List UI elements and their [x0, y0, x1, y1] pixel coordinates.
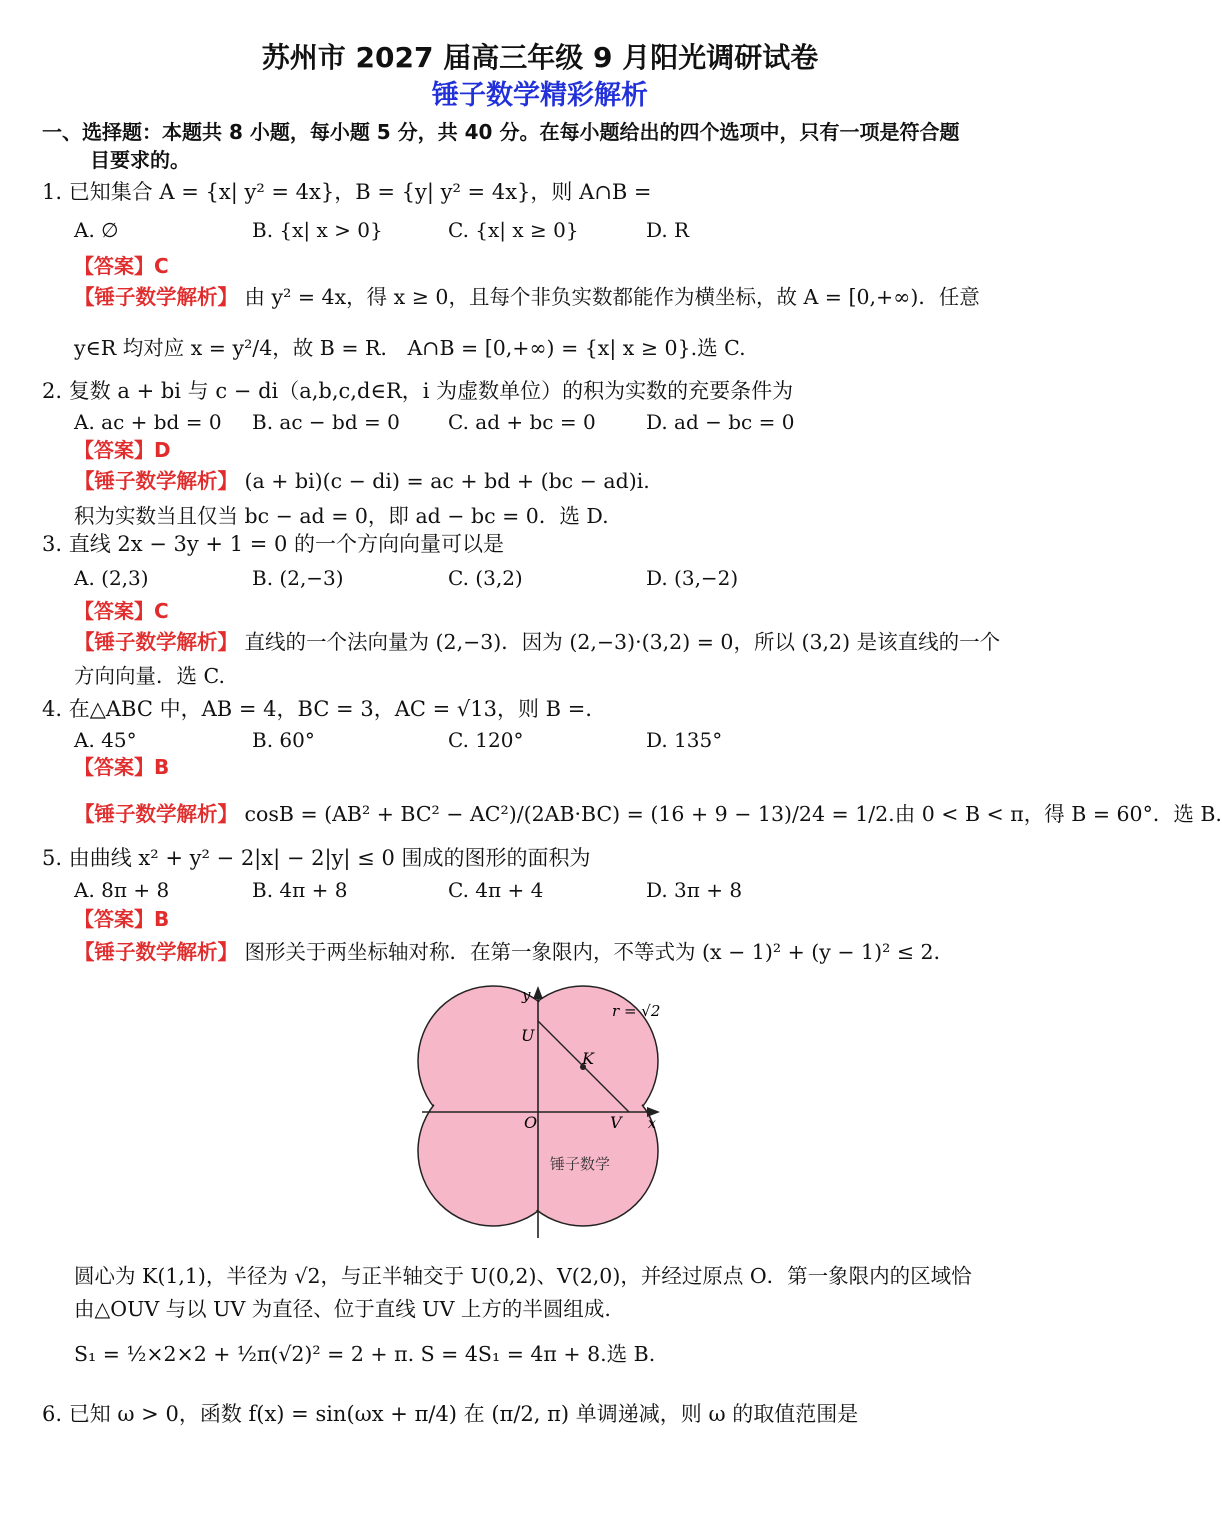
four-circle-figure: [410, 982, 680, 1242]
q4-option-c: C. 120°: [448, 728, 524, 752]
q4-option-a: A. 45°: [74, 728, 137, 752]
q5-option-c: C. 4π + 4: [448, 878, 544, 902]
q4-option-b: B. 60°: [252, 728, 315, 752]
q1-option-b: B. {x| x > 0}: [252, 218, 383, 242]
q5-solution-line-2: 圆心为 K(1,1)，半径为 √2，与正半轴交于 U(0,2)、V(2,0)，并经过原点 O．第一象限内的区域恰: [74, 1264, 972, 1288]
q1-option-c: C. {x| x ≥ 0}: [448, 218, 579, 242]
q3-answer: 【答案】C: [74, 599, 169, 623]
q1-solution-line-1: 【锤子数学解析】 由 y² = 4x，得 x ≥ 0，且每个非负实数都能作为横坐标，故 A = [0,+∞)．任意: [74, 285, 980, 309]
q2-solution-line-1: 【锤子数学解析】 (a + bi)(c − di) = ac + bd + (bc − ad)i.: [74, 469, 650, 493]
label-r: r = √2: [612, 1002, 661, 1020]
q4-option-d: D. 135°: [646, 728, 723, 752]
q2-option-a: A. ac + bd = 0: [74, 410, 222, 434]
label-o: O: [524, 1113, 538, 1132]
q3-option-b: B. (2,−3): [252, 566, 344, 590]
q5-solution-line-3: 由△OUV 与以 UV 为直径、位于直线 UV 上方的半圆组成.: [74, 1297, 611, 1321]
section-heading-cont: 目要求的。: [90, 148, 190, 172]
q4-solution-line-1: 【锤子数学解析】 cosB = (AB² + BC² − AC²)/(2AB·BC) = (16 + 9 − 13)/24 = 1/2.由 0 < B < π，得 B = 60°．选 B.: [74, 802, 1222, 826]
question-6-stem: 6. 已知 ω > 0，函数 f(x) = sin(ωx + π/4) 在 (π/2, π) 单调递减，则 ω 的取值范围是: [42, 1402, 859, 1426]
label-k: K: [582, 1049, 594, 1068]
solution-tag: 【锤子数学解析】: [74, 802, 238, 826]
label-y: y: [522, 986, 531, 1004]
q2-solution-line-2: 积为实数当且仅当 bc − ad = 0，即 ad − bc = 0．选 D.: [74, 504, 609, 528]
q2-option-b: B. ac − bd = 0: [252, 410, 400, 434]
q2-answer: 【答案】D: [74, 438, 171, 462]
q5-option-b: B. 4π + 8: [252, 878, 348, 902]
label-x: x: [648, 1116, 656, 1132]
q3-solution-line-1: 【锤子数学解析】 直线的一个法向量为 (2,−3)．因为 (2,−3)·(3,2) = 0，所以 (3,2) 是该直线的一个: [74, 630, 1001, 654]
figure-watermark: 锤子数学: [550, 1155, 611, 1173]
q4-answer: 【答案】B: [74, 755, 170, 779]
q2-option-c: C. ad + bc = 0: [448, 410, 596, 434]
q2-option-d: D. ad − bc = 0: [646, 410, 795, 434]
q5-solution-line-4: S₁ = ½×2×2 + ½π(√2)² = 2 + π. S = 4S₁ = 4π + 8.选 B.: [74, 1342, 656, 1366]
question-3-stem: 3. 直线 2x − 3y + 1 = 0 的一个方向向量可以是: [42, 532, 505, 556]
q3-option-a: A. (2,3): [74, 566, 149, 590]
q5-option-a: A. 8π + 8: [74, 878, 170, 902]
y-axis-arrow-icon: [533, 986, 543, 999]
page-subtitle: 锤子数学精彩解析: [432, 80, 648, 111]
solution-tag: 【锤子数学解析】: [74, 940, 238, 964]
q3-option-c: C. (3,2): [448, 566, 523, 590]
section-heading: 一、选择题：本题共 8 小题，每小题 5 分，共 40 分。在每小题给出的四个选项中，只有一项是符合题: [42, 120, 960, 144]
q3-solution-line-2: 方向向量．选 C.: [74, 664, 225, 688]
solution-tag: 【锤子数学解析】: [74, 630, 238, 654]
question-1-stem: 1. 已知集合 A = {x| y² = 4x}，B = {y| y² = 4x}，则 A∩B =: [42, 180, 652, 204]
label-v: V: [610, 1113, 622, 1132]
solution-tag: 【锤子数学解析】: [74, 285, 238, 309]
q3-option-d: D. (3,−2): [646, 566, 739, 590]
q5-solution-line-1: 【锤子数学解析】 图形关于两坐标轴对称．在第一象限内，不等式为 (x − 1)² + (y − 1)² ≤ 2．: [74, 940, 955, 964]
question-4-stem: 4. 在△ABC 中，AB = 4，BC = 3，AC = √13，则 B =．: [42, 697, 607, 721]
label-u: U: [521, 1026, 535, 1045]
q1-solution-line-2: y∈R 均对应 x = y²/4，故 B = R． A∩B = [0,+∞) = {x| x ≥ 0}.选 C.: [74, 336, 746, 360]
q1-option-d: D. R: [646, 218, 690, 242]
q5-option-d: D. 3π + 8: [646, 878, 743, 902]
q5-answer: 【答案】B: [74, 907, 170, 931]
q1-answer: 【答案】C: [74, 254, 169, 278]
page-title: 苏州市 2027 届高三年级 9 月阳光调研试卷: [261, 41, 819, 74]
question-2-stem: 2. 复数 a + bi 与 c − di（a,b,c,d∈R，i 为虚数单位）的积为实数的充要条件为: [42, 379, 794, 403]
solution-tag: 【锤子数学解析】: [74, 469, 238, 493]
q1-option-a: A. ∅: [74, 218, 119, 242]
question-5-stem: 5. 由曲线 x² + y² − 2|x| − 2|y| ≤ 0 围成的图形的面积为: [42, 846, 591, 870]
